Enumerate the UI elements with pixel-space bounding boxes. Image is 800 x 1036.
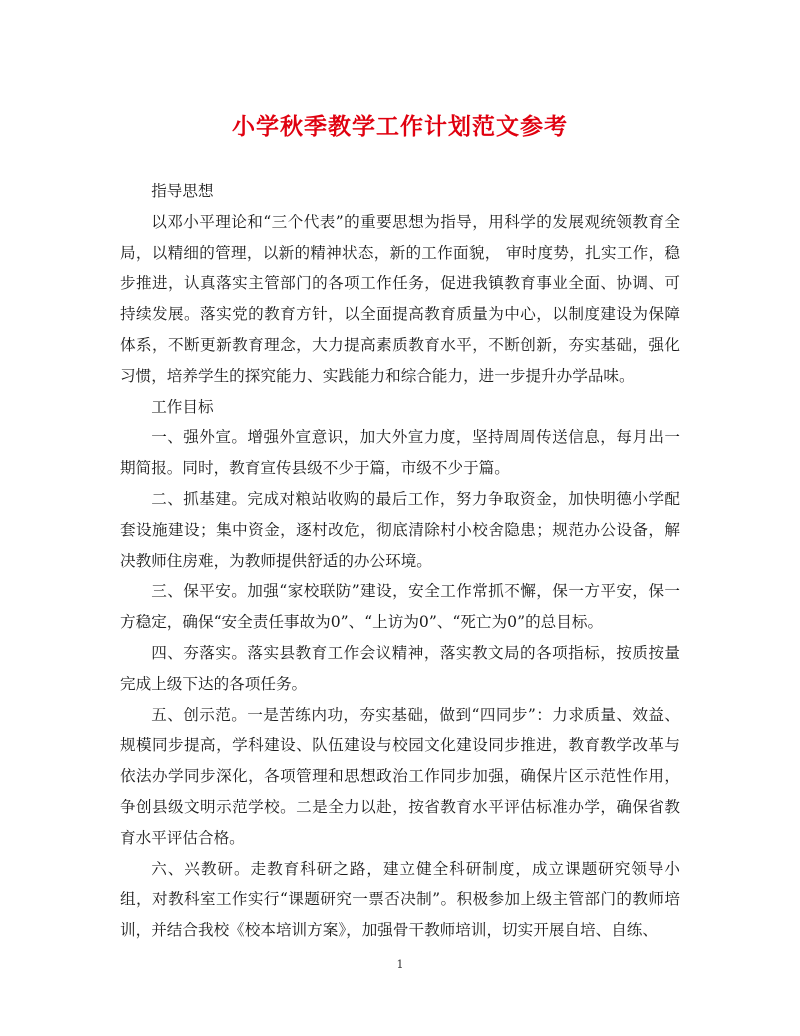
paragraph-goal-1: 一、强外宣。增强外宣意识，加大外宣力度，坚持周周传送信息，每月出一期简报。同时，教育宣传县级不少于篇，市级不少于篇。 [120,428,680,478]
document-title: 小学秋季教学工作计划范文参考 [232,113,568,140]
paragraph-goal-4: 四、夯落实。落实县教育工作会议精神，落实教文局的各项指标，按质按量完成上级下达的各项任务。 [120,643,680,693]
paragraph-guiding-ideology: 以邓小平理论和“三个代表”的重要思想为指导，用科学的发展观统领教育全局，以精细的管理，以新的精神状态，新的工作面貌， 审时度势，扎实工作，稳步推进，认真落实主管部门的各项工作任务，促进我镇教育事业全面、协调、可持续发展。落实党的教育方针，以全面提高教育质量为中心，以制度建设为保障体系，不断更新教育理念，大力提高素质教育水平，不断创新，夯实基础，强化习惯，培养学生的探究能力、实践能力和综合能力，进一步提升办学品味。 [120,212,680,385]
paragraph-goal-5: 五、创示范。一是苦练内功，夯实基础，做到“四同步”：力求质量、效益、规模同步提高，学科建设、队伍建设与校园文化建设同步推进，教育教学改革与依法办学同步深化，各项管理和思想政治工作同步加强，确保片区示范性作用，争创县级文明示范学校。二是全力以赴，按省教育水平评估标准办学，确保省教育水平评估合格。 [120,705,680,847]
page-number: 1 [396,958,404,971]
paragraph-goal-3: 三、保平安。加强“家校联防”建设，安全工作常抓不懈，保一方平安，保一方稳定，确保“安全责任事故为0”、“上访为0”、“死亡为0”的总目标。 [120,582,680,632]
paragraph-goal-2: 二、抓基建。完成对粮站收购的最后工作，努力争取资金，加快明德小学配套设施建设；集中资金，逐村改危，彻底清除村小校舍隐患；规范办公设备，解决教师住房难，为教师提供舒适的办公环境。 [120,489,680,570]
document-body [120,176,680,946]
section-heading-work-goals: 工作目标 [151,397,214,416]
section-heading-guiding-ideology: 指导思想 [151,182,214,200]
paragraph-goal-6: 六、兴教研。走教育科研之路，建立健全科研制度，成立课题研究领导小组，对教科室工作实行“课题研究一票否决制”。积极参加上级主管部门的教师培训，并结合我校《校本培训方案》，加强骨干教师培训，切实开展自培、自练、 [120,859,680,940]
